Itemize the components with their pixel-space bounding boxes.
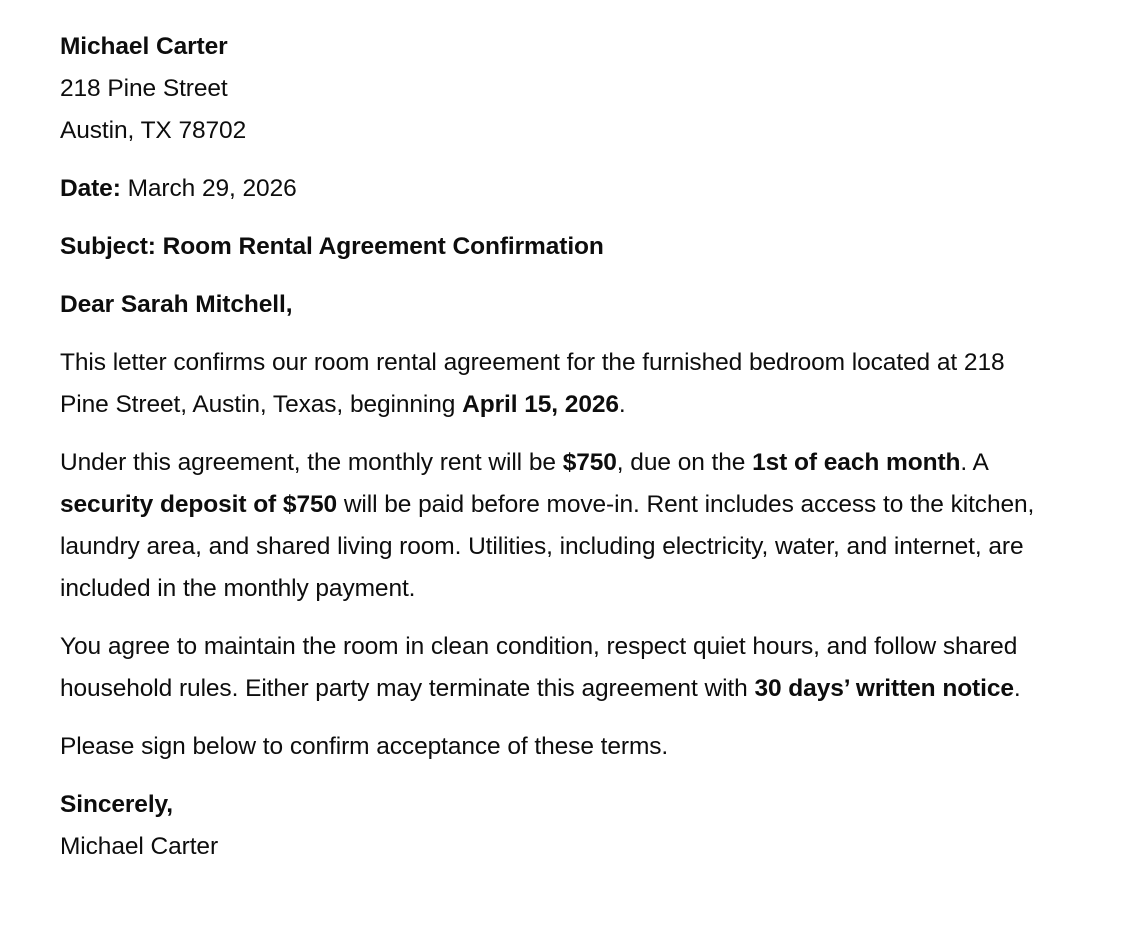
date-line (60, 168, 1057, 210)
valediction: Sincerely, (60, 791, 173, 818)
para3-text-2: . (1013, 675, 1021, 702)
signature-name: Michael Carter (60, 833, 218, 860)
para3-notice-period: 30 days’ written notice (754, 675, 1014, 702)
para3-text-1: You agree to maintain the room in clean condition, respect quiet hours, and follow shared household rules. Either party may terminate this agreement with (60, 633, 1018, 702)
para2-text-1: Under this agreement, the monthly rent will be (60, 449, 563, 476)
paragraph-agreement-start (60, 342, 1057, 426)
sender-street: 218 Pine Street (60, 75, 228, 102)
para1-text-1: This letter confirms our room rental agreement for the furnished bedroom located at 218 Pine Street, Austin, Texas, beginning (60, 349, 1005, 418)
sender-name: Michael Carter (60, 33, 228, 60)
para2-text-4: will be paid before move-in. Rent includes access to the kitchen, laundry area, and shared living room. Utilities, including electricity, water, and internet, are included in the monthly payment. (60, 491, 1035, 602)
paragraph-signature-request: Please sign below to confirm acceptance of these terms. (60, 733, 669, 760)
paragraph-rent-terms (60, 442, 1057, 610)
date-value: March 29, 2026 (120, 175, 297, 202)
para2-text-3: . A (960, 449, 988, 476)
subject-line: Subject: Room Rental Agreement Confirmation (60, 233, 604, 260)
para1-start-date: April 15, 2026 (462, 391, 619, 418)
para2-text-2: , due on the (616, 449, 753, 476)
para2-due-date: 1st of each month (752, 449, 961, 476)
para1-text-2: . (618, 391, 626, 418)
date-label: Date: (60, 175, 121, 202)
para2-rent-amount: $750 (562, 449, 617, 476)
closing-block (60, 784, 1057, 868)
letter-body (60, 26, 1057, 868)
paragraph-house-rules (60, 626, 1057, 710)
para2-security-deposit: security deposit of $750 (60, 491, 338, 518)
sender-address-block (60, 26, 1057, 152)
salutation: Dear Sarah Mitchell, (60, 291, 293, 318)
sender-city-state-zip: Austin, TX 78702 (60, 117, 247, 144)
